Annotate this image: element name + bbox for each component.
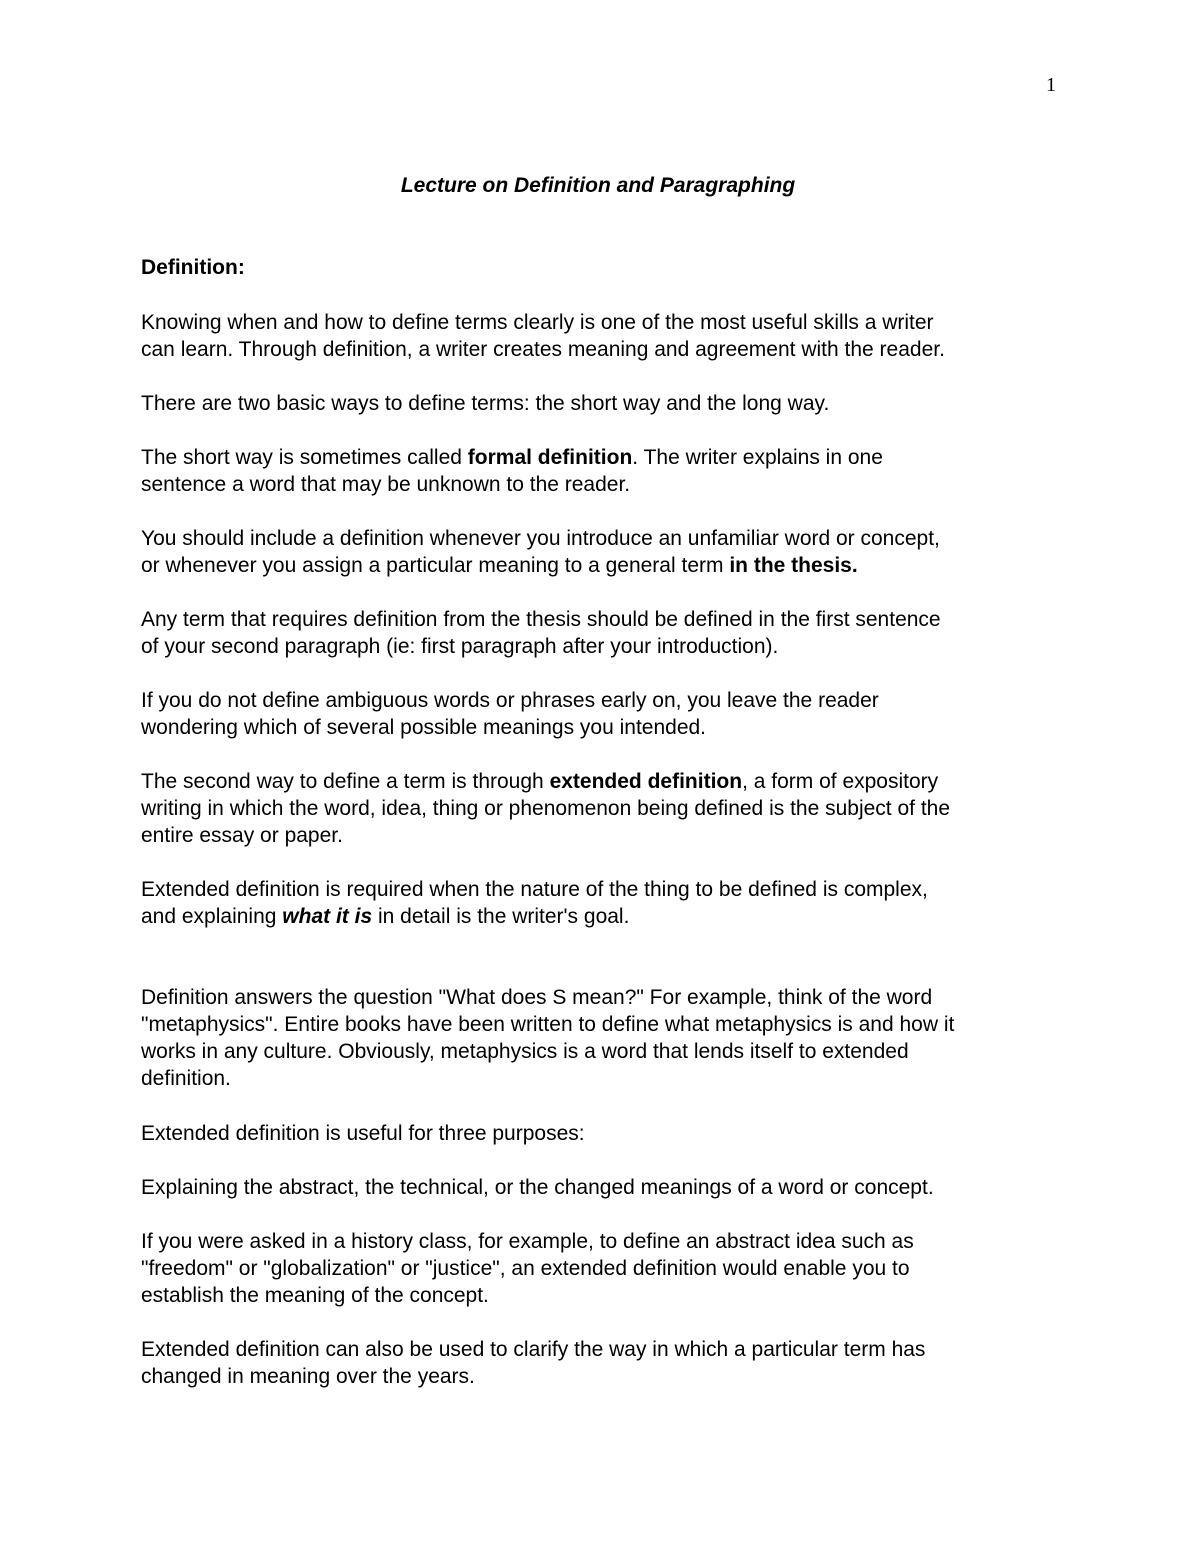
paragraph-intro <box>141 309 1076 363</box>
paragraph-line: definition. <box>141 1067 231 1090</box>
paragraph-line: Any term that requires definition from the thesis should be defined in the first sentence <box>141 608 941 631</box>
bold-term-formal-definition: formal definition <box>467 446 633 469</box>
paragraph-line <box>141 903 1076 930</box>
paragraph-line: "metaphysics". Entire books have been written to define what metaphysics is and how it <box>141 1013 955 1036</box>
paragraph-line: works in any culture. Obviously, metaphysics is a word that lends itself to extended <box>141 1040 909 1063</box>
section-heading: Definition: <box>141 256 245 279</box>
paragraph-changed-meaning <box>141 1336 1076 1390</box>
bold-term-in-the-thesis: in the thesis. <box>729 554 858 577</box>
paragraph-line: writing in which the word, idea, thing or phenomenon being defined is the subject of the <box>141 797 951 820</box>
paragraph-line: establish the meaning of the concept. <box>141 1284 489 1307</box>
page-title: Lecture on Definition and Paragraphing <box>400 174 796 197</box>
paragraph-line: Definition answers the question "What does S mean?" For example, think of the word <box>141 986 933 1009</box>
text-run: or whenever you assign a particular meaning to a general term <box>141 554 730 577</box>
paragraph-explaining-abstract <box>141 1174 1076 1201</box>
paragraph-line: There are two basic ways to define terms: the short way and the long way. <box>141 392 830 415</box>
text-run: The short way is sometimes called <box>141 446 468 469</box>
paragraph-formal-definition <box>141 444 1076 498</box>
bold-term-extended-definition: extended definition <box>549 770 743 793</box>
paragraph-line: Extended definition is useful for three purposes: <box>141 1122 585 1145</box>
bold-italic-what-it-is: what it is <box>282 905 373 928</box>
paragraph-line: Knowing when and how to define terms clearly is one of the most useful skills a writer <box>141 311 934 334</box>
paragraph-line <box>141 768 1076 795</box>
paragraph-history-class <box>141 1228 1076 1309</box>
paragraph-two-ways <box>141 390 1076 417</box>
paragraph-definition-answers <box>141 984 1076 1092</box>
paragraph-line: changed in meaning over the years. <box>141 1365 475 1388</box>
paragraph-ambiguous-words <box>141 687 1076 741</box>
paragraph-line: "freedom" or "globalization" or "justice", an extended definition would enable you to <box>141 1257 910 1280</box>
paragraph-include-definition <box>141 525 1076 579</box>
text-run: in detail is the writer's goal. <box>372 905 630 928</box>
paragraph-line <box>141 552 1076 579</box>
paragraph-line: Extended definition is required when the nature of the thing to be defined is complex, <box>141 878 928 901</box>
paragraph-line: wondering which of several possible meanings you intended. <box>141 716 707 739</box>
paragraph-term-requires-definition <box>141 606 1076 660</box>
text-run: , a form of expository <box>742 770 939 793</box>
paragraph-line: of your second paragraph (ie: first paragraph after your introduction). <box>141 635 779 658</box>
text-run: The second way to define a term is through <box>141 770 550 793</box>
paragraph-line: sentence a word that may be unknown to the reader. <box>141 473 631 496</box>
paragraph-line: entire essay or paper. <box>141 824 343 847</box>
paragraph-line: If you were asked in a history class, for example, to define an abstract idea such as <box>141 1230 914 1253</box>
text-run: and explaining <box>141 905 283 928</box>
text-run: . The writer explains in one <box>632 446 883 469</box>
paragraph-line: can learn. Through definition, a writer creates meaning and agreement with the reader. <box>141 338 945 361</box>
paragraph-three-purposes <box>141 1120 1076 1147</box>
paragraph-line: You should include a definition whenever you introduce an unfamiliar word or concept, <box>141 527 940 550</box>
paragraph-extended-required <box>141 876 1076 930</box>
page-number: 1 <box>1046 74 1056 96</box>
paragraph-line: Extended definition can also be used to clarify the way in which a particular term has <box>141 1338 926 1361</box>
paragraph-line <box>141 444 1076 471</box>
paragraph-line: If you do not define ambiguous words or phrases early on, you leave the reader <box>141 689 879 712</box>
paragraph-line: Explaining the abstract, the technical, or the changed meanings of a word or concept. <box>141 1176 934 1199</box>
paragraph-extended-definition <box>141 768 1076 849</box>
